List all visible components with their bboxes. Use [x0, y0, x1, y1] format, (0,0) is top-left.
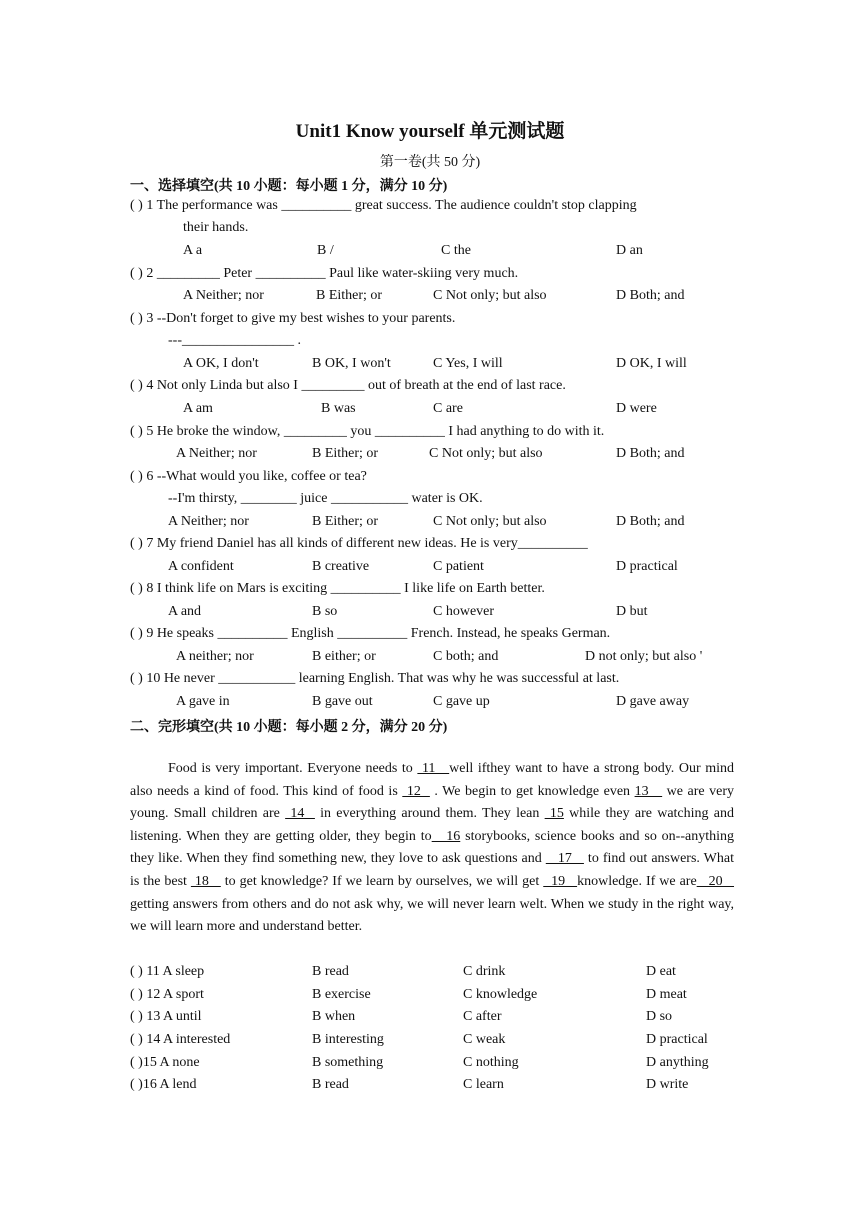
cloze-14-option-d: D practical: [646, 1032, 708, 1047]
question-1-stem: ( ) 1 The performance was __________ great success. The audience couldn't stop clapping: [130, 198, 637, 213]
question-1-option-b: B /: [317, 243, 334, 258]
cloze-12-option-a: ( ) 12 A sport: [130, 987, 204, 1002]
question-8-stem: ( ) 8 I think life on Mars is exciting __________ I like life on Earth better.: [130, 581, 545, 596]
question-6-stem: ( ) 6 --What would you like, coffee or tea?: [130, 469, 367, 484]
question-2-option-d: D Both; and: [616, 288, 685, 303]
question-5-option-c: C Not only; but also: [429, 446, 543, 461]
question-1-option-a: A a: [183, 243, 203, 258]
question-8-option-c: C however: [433, 604, 495, 619]
question-6-option-a: A Neither; nor: [168, 514, 249, 529]
question-3-option-d: D OK, I will: [616, 356, 687, 371]
question-3-stem: ( ) 3 --Don't forget to give my best wishes to your parents.: [130, 311, 456, 326]
cloze-15-option-c: C nothing: [463, 1055, 519, 1070]
question-5-option-a: A Neither; nor: [176, 446, 257, 461]
question-9-option-a: A neither; nor: [176, 649, 254, 664]
page-subtitle: 第一卷(共 50 分): [379, 155, 481, 170]
section-heading-2: 二、完形填空(共 10 小题：每小题 2 分，满分 20 分): [130, 720, 448, 735]
cloze-14-option-b: B interesting: [312, 1032, 384, 1047]
question-6-option-b: B Either; or: [312, 514, 379, 529]
question-6-option-c: C Not only; but also: [433, 514, 547, 529]
cloze-11-option-c: C drink: [463, 964, 506, 979]
cloze-13-option-a: ( ) 13 A until: [130, 1009, 202, 1024]
blank-20: 20: [696, 873, 735, 889]
cloze-15-option-d: D anything: [646, 1055, 709, 1070]
question-7-option-c: C patient: [433, 559, 484, 574]
cloze-12-option-c: C knowledge: [463, 987, 538, 1002]
question-7-option-d: D practical: [616, 559, 678, 574]
question-9-stem: ( ) 9 He speaks __________ English __________ French. Instead, he speaks German.: [130, 626, 611, 641]
cloze-12-option-b: B exercise: [312, 987, 371, 1002]
cloze-13-option-b: B when: [312, 1009, 356, 1024]
question-10-stem: ( ) 10 He never ___________ learning English. That was why he was successful at last.: [130, 671, 620, 686]
page-title: Unit1 Know yourself 单元测试题: [295, 121, 565, 142]
cloze-16-option-d: D write: [646, 1077, 689, 1092]
blank-15: 15: [544, 806, 564, 822]
blank-18: 18: [190, 873, 221, 889]
blank-17: 17: [545, 851, 584, 867]
cloze-passage: Food is very important. Everyone needs to 11 well ifthey want to have a strong body. Our mind also needs a kind of food. This kind of food is 12 . We begin to get knowledge even 13 we are very young. Small children are 14 in everything around them. They lean 15 while they are watching and listening. When they are getting older, they begin to 16 storybooks, science books and so on--anything they like. When they find something new, they love to ask questions and 17 to find out answers. What is the best 18 to get knowledge? If we learn by ourselves, we will get 19 knowledge. If we are 20 getting answers from others and do not ask why, we will never learn welt. When we study in the right way, we will learn more and understand better.: [130, 761, 735, 935]
question-8-option-d: D but: [616, 604, 648, 619]
question-9-option-d: D not only; but also ': [585, 649, 703, 664]
question-7-stem: ( ) 7 My friend Daniel has all kinds of different new ideas. He is very__________: [130, 536, 588, 551]
question-3-option-a: A OK, I don't: [183, 356, 259, 371]
question-8-option-a: A and: [168, 604, 202, 619]
cloze-13-option-c: C after: [463, 1009, 502, 1024]
cloze-14-option-a: ( ) 14 A interested: [130, 1032, 231, 1047]
blank-13: 13: [634, 783, 663, 799]
cloze-14-option-c: C weak: [463, 1032, 506, 1047]
question-8-option-b: B so: [312, 604, 338, 619]
question-4-stem: ( ) 4 Not only Linda but also I _________ out of breath at the end of last race.: [130, 378, 566, 393]
question-2-option-a: A Neither; nor: [183, 288, 264, 303]
blank-11: 11: [417, 761, 450, 776]
cloze-11-option-a: ( ) 11 A sleep: [130, 964, 205, 979]
cloze-13-option-d: D so: [646, 1009, 673, 1024]
question-2-option-b: B Either; or: [316, 288, 383, 303]
question-6-stem-cont: --I'm thirsty, ________ juice ___________ water is OK.: [168, 491, 483, 506]
question-2-stem: ( ) 2 _________ Peter __________ Paul like water-skiing very much.: [130, 266, 519, 281]
cloze-16-option-c: C learn: [463, 1077, 504, 1092]
question-6-option-d: D Both; and: [616, 514, 685, 529]
blank-16: 16: [431, 828, 461, 844]
cloze-11-option-d: D eat: [646, 964, 676, 979]
question-4-option-b: B was: [321, 401, 356, 416]
question-5-option-b: B Either; or: [312, 446, 379, 461]
question-9-option-c: C both; and: [433, 649, 499, 664]
cloze-12-option-d: D meat: [646, 987, 687, 1002]
blank-14: 14: [285, 806, 315, 822]
cloze-15-option-b: B something: [312, 1055, 384, 1070]
question-10-option-a: A gave in: [176, 694, 230, 709]
section-heading-1: 一、选择填空(共 10 小题：每小题 1 分，满分 10 分): [130, 179, 448, 194]
question-1-stem-cont: their hands.: [183, 220, 249, 235]
question-1-option-c: C the: [441, 243, 471, 258]
question-4-option-a: A am: [183, 401, 213, 416]
question-9-option-b: B either; or: [312, 649, 376, 664]
question-3-option-b: B OK, I won't: [312, 356, 391, 371]
question-4-option-d: D were: [616, 401, 657, 416]
question-2-option-c: C Not only; but also: [433, 288, 547, 303]
question-3-stem-cont: ---________________ .: [168, 333, 301, 348]
question-4-option-c: C are: [433, 401, 463, 416]
question-7-option-a: A confident: [168, 559, 234, 574]
question-7-option-b: B creative: [312, 559, 370, 574]
cloze-11-option-b: B read: [312, 964, 349, 979]
cloze-16-option-b: B read: [312, 1077, 349, 1092]
blank-12: 12: [402, 783, 430, 799]
question-10-option-c: C gave up: [433, 694, 490, 709]
question-3-option-c: C Yes, I will: [433, 356, 503, 371]
question-5-stem: ( ) 5 He broke the window, _________ you __________ I had anything to do with it.: [130, 424, 605, 439]
cloze-16-option-a: ( )16 A lend: [130, 1077, 197, 1092]
question-10-option-b: B gave out: [312, 694, 373, 709]
question-10-option-d: D gave away: [616, 694, 690, 709]
question-1-option-d: D an: [616, 243, 643, 258]
blank-19: 19: [543, 873, 578, 889]
question-5-option-d: D Both; and: [616, 446, 685, 461]
cloze-15-option-a: ( )15 A none: [130, 1055, 200, 1070]
